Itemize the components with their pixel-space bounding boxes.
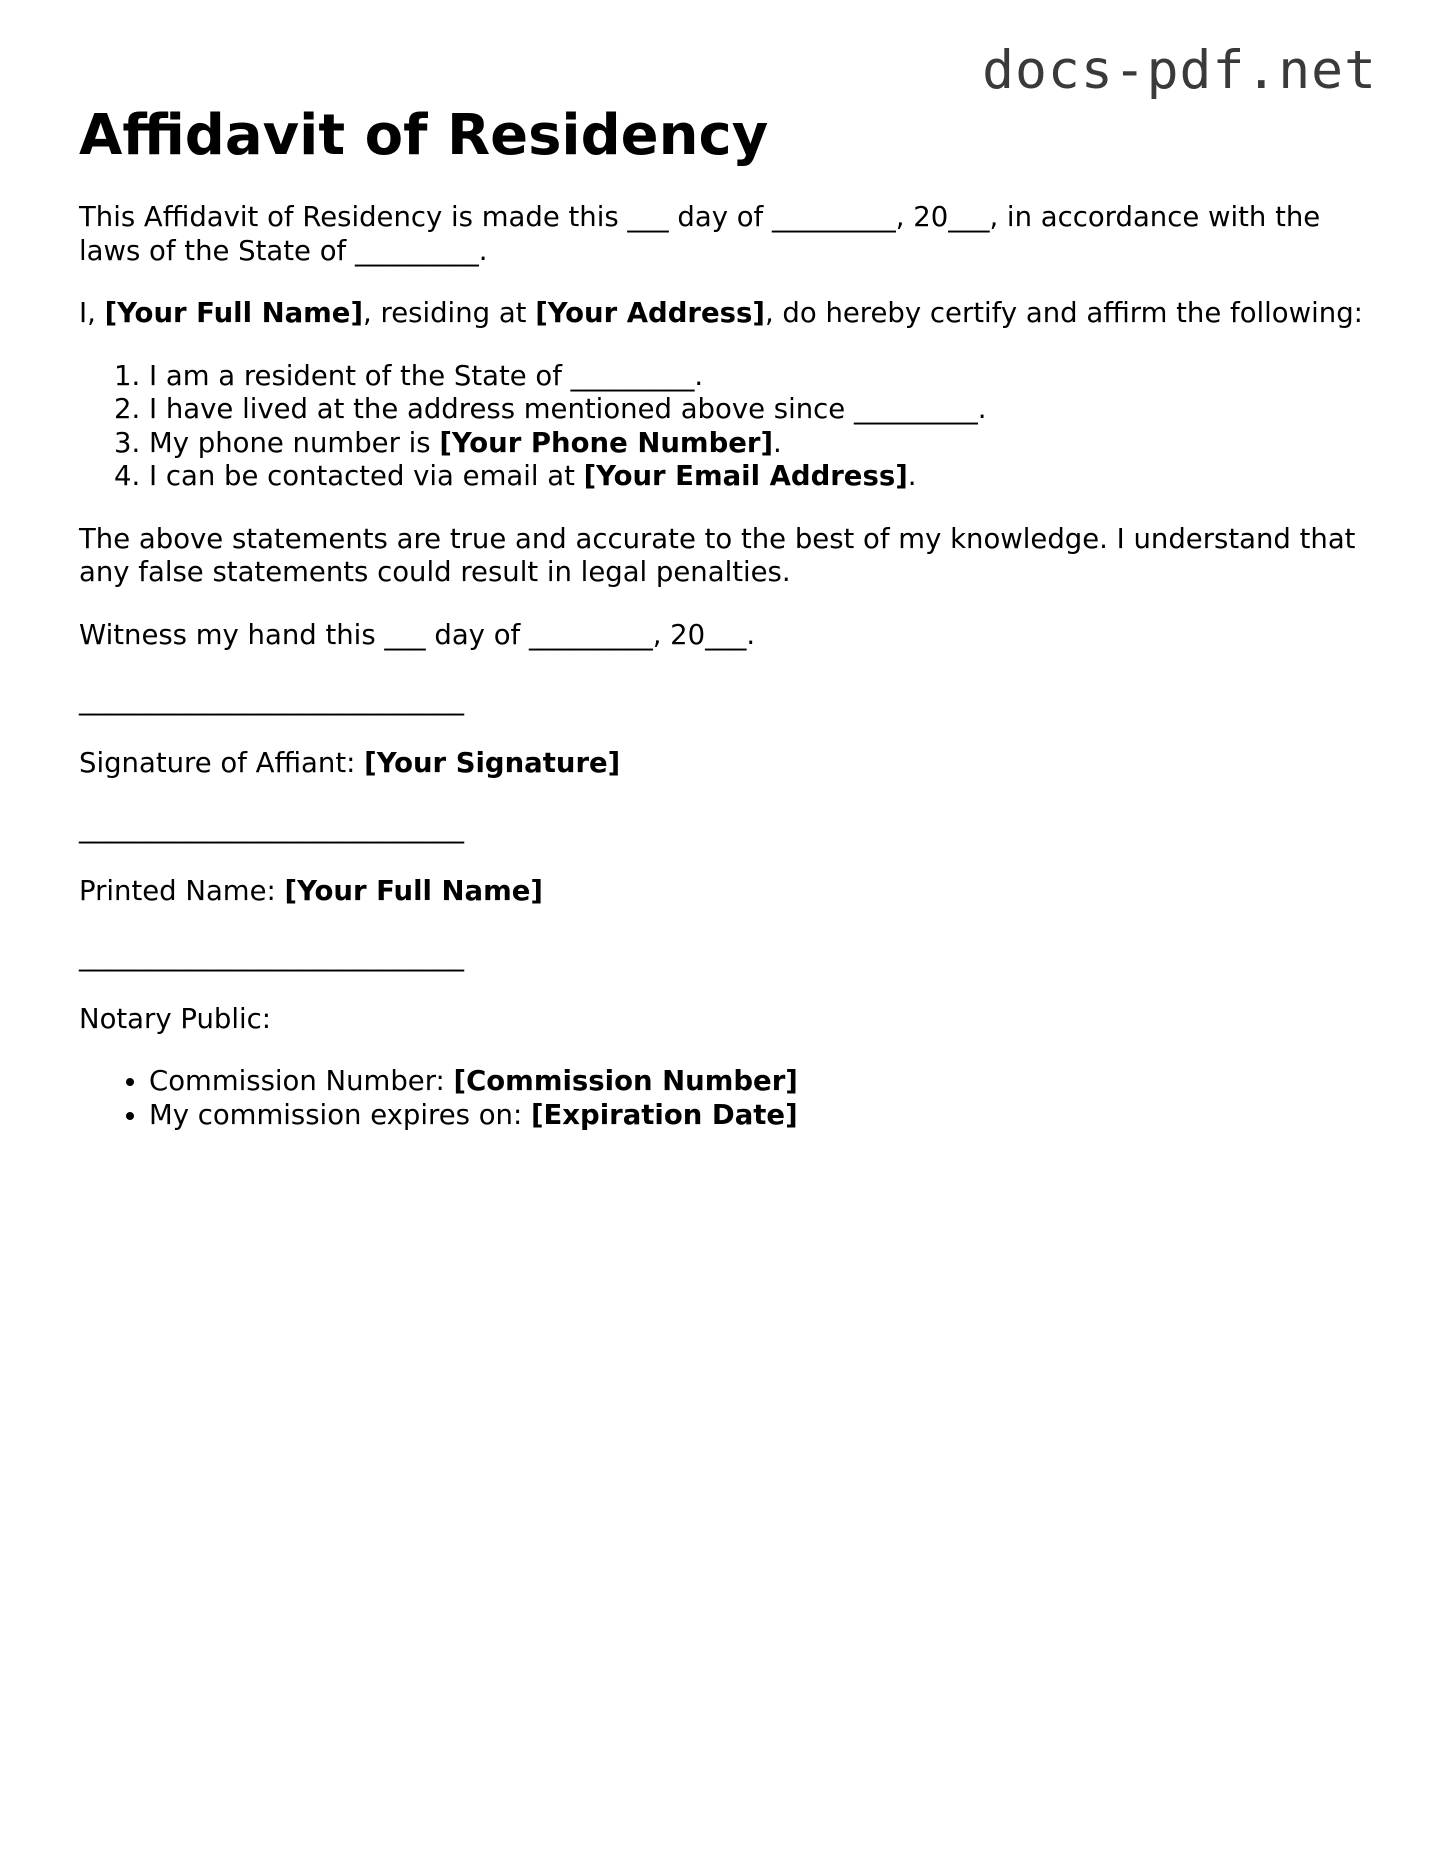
statements-list [79, 360, 1369, 494]
signature-blank-line: ____________________________ [79, 684, 464, 716]
statement-item [149, 360, 1369, 394]
declaration-suffix: , do hereby certify and affirm the following: [764, 297, 1363, 329]
full-name-placeholder: [Your Full Name] [104, 297, 364, 329]
commission-number-label: Commission Number: [149, 1065, 454, 1097]
statement-text: I can be contacted via email at [149, 460, 584, 492]
notary-details-list [79, 1065, 1369, 1132]
watermark: docs-pdf.net [982, 40, 1377, 101]
statement-item [149, 393, 1369, 427]
witness-line: Witness my hand this ___ day of _________, 20___. [79, 618, 756, 651]
notary-item [149, 1099, 1369, 1133]
statement-text: My phone number is [149, 426, 440, 459]
expiration-placeholder: [Expiration Date] [530, 1098, 798, 1131]
notary-blank-line: ____________________________ [79, 940, 464, 972]
expiration-label: My commission expires on: [149, 1098, 531, 1131]
truth-statement: The above statements are true and accurate to the best of my knowledge. I understand that any false statements could result in legal penalties. [79, 522, 1356, 588]
phone-placeholder: [Your Phone Number] [439, 426, 774, 459]
statement-text: I am a resident of the State of _________. [149, 359, 704, 392]
signature-placeholder: [Your Signature] [364, 746, 621, 779]
statement-item [149, 427, 1369, 461]
statement-suffix: . [907, 460, 917, 492]
commission-number-placeholder: [Commission Number] [453, 1065, 798, 1097]
document-page [79, 100, 1369, 1161]
printed-name-label: Printed Name: [79, 874, 285, 907]
intro-paragraph: This Affidavit of Residency is made this ___ day of _________, 20___, in accordance with the laws of the State of _________. [79, 201, 1321, 267]
declaration-prefix: I, [79, 297, 105, 329]
signature-label: Signature of Affiant: [79, 746, 365, 779]
document-title: Affidavit of Residency [79, 103, 769, 168]
statement-item [149, 460, 1369, 494]
declaration-middle: , residing at [363, 297, 536, 329]
printed-name-blank-line: ____________________________ [79, 812, 464, 844]
notary-item [149, 1065, 1369, 1099]
address-placeholder: [Your Address] [535, 297, 765, 329]
printed-name-field [79, 875, 1369, 909]
signature-field [79, 747, 1369, 781]
printed-name-placeholder: [Your Full Name] [284, 874, 543, 907]
declaration-paragraph [79, 297, 1369, 331]
statement-text: I have lived at the address mentioned above since _________. [149, 393, 987, 425]
email-placeholder: [Your Email Address] [583, 460, 908, 492]
statement-suffix: . [773, 426, 782, 459]
notary-label: Notary Public: [79, 1002, 272, 1035]
